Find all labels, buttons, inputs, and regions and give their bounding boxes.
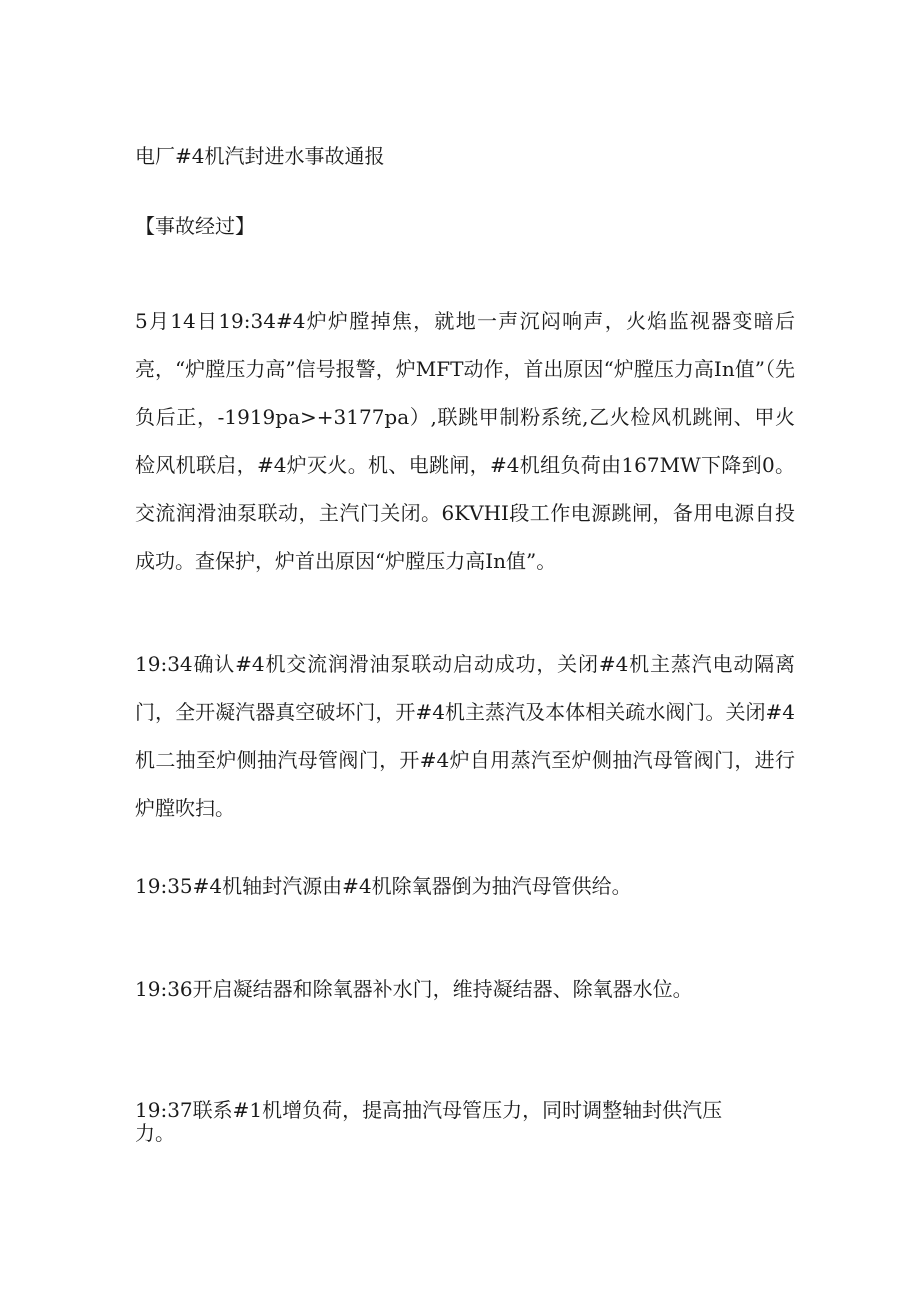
paragraph-1934-actions: 19:34确认#4机交流润滑油泵联动启动成功，关闭#4机主蒸汽电动隔离门，全开凝汽器真空破坏门，开#4机主蒸汽及本体相关疏水阀门。关闭#4机二抽至炉侧抽汽母管阀门，开#4炉自用蒸汽至炉侧抽汽母管阀门，进行炉膛吹扫。 xyxy=(135,652,795,820)
paragraph-1935-actions: 19:35#4机轴封汽源由#4机除氧器倒为抽汽母管供给。 xyxy=(135,874,632,898)
paragraph-1937-continuation: 力。 xyxy=(135,1121,175,1145)
paragraph-1937-actions: 19:37联系#1机增负荷，提高抽汽母管压力，同时调整轴封供汽压 xyxy=(135,1098,723,1122)
paragraph-1936-actions: 19:36开启凝结器和除氧器补水门，维持凝结器、除氧器水位。 xyxy=(135,977,693,1001)
section-heading: 【事故经过】 xyxy=(135,214,255,238)
paragraph-incident-overview: 5月14日19:34#4炉炉膛掉焦，就地一声沉闷响声，火焰监视器变暗后亮，“炉膛压力高”信号报警，炉MFT动作，首出原因“炉膛压力高In值”（先负后正，-1919pa>+3177pa）,联跳甲制粉系统,乙火检风机跳闸、甲火检风机联启，#4炉灭火。机、电跳闸，#4机组负荷由167MW下降到0。交流润滑油泵联动，主汽门关闭。6KVHI段工作电源跳闸，备用电源自投成功。查保护，炉首出原因“炉膛压力高In值”。 xyxy=(135,309,795,573)
document-title: 电厂#4机汽封进水事故通报 xyxy=(135,144,385,168)
